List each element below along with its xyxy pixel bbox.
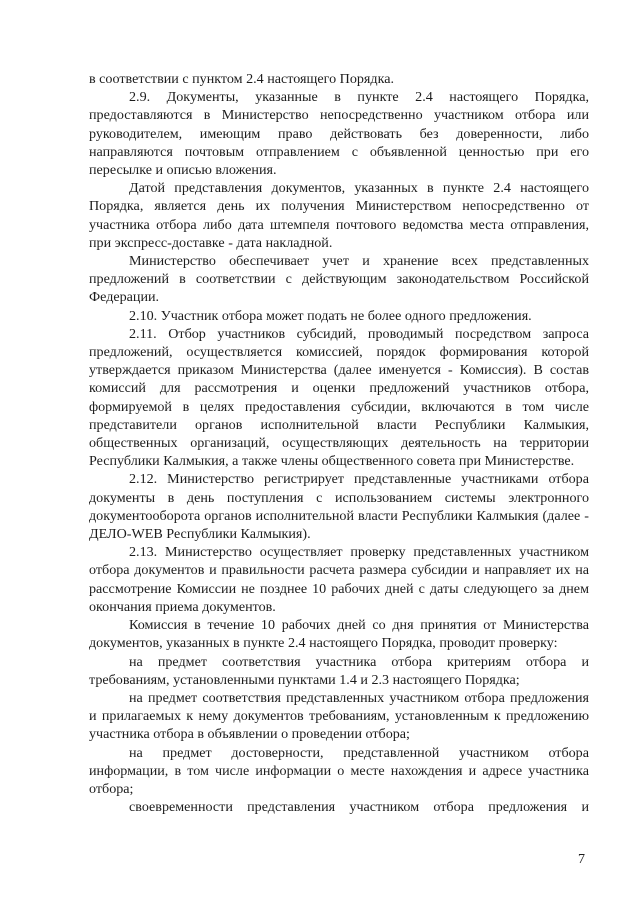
page-number: 7 [578,852,585,867]
paragraph-timeliness-check: своевременности представления участником отбора предложения и [129,799,589,816]
paragraph-reliability-check: на предмет достоверности, представленной участником отбора информации, в том числе информации о месте нахождения и адресе участника отбора; [89,744,589,797]
paragraph-documents-check: на предмет соответствия представленных участником отбора предложения и прилагаемых к нему документов требованиям, установленным к предложению участника отбора в объявлении о проведении отбора; [89,689,589,743]
paragraph-2-12: 2.12. Министерство регистрирует представленные участниками отбора документы в день поступления с использованием системы электронного документооборота органов исполнительной власти Республики Калмыкия (далее - ДЕЛО-WEB Республики Калмыкия). [89,471,589,543]
paragraph-2-11: 2.11. Отбор участников субсидий, проводимый посредством запроса предложений, осуществляется комиссией, порядок формирования которой утверждается приказом Министерства (далее именуется - Комиссия). В состав комиссий для рассмотрения и оценки предложений участников отбора, формируемой в целях предоставления субсидии, включаются в том числе представители органов исполнительной власти Республики Калмыкия, общественных организаций, осуществляющих деятельность на территории Республики Калмыкия, а также члены общественного совета при Министерстве. [89,325,589,470]
paragraph-continuation: в соответствии с пунктом 2.4 настоящего Порядка. [89,71,394,87]
paragraph-2-13: 2.13. Министерство осуществляет проверку представленных участником отбора документов и правильности расчета размера субсидии и направляет их на рассмотрение Комиссии не позднее 10 рабочих дней с даты следующего за днем окончания приема документов. [89,544,589,615]
paragraph-2-9: 2.9. Документы, указанные в пункте 2.4 настоящего Порядка, предоставляются в Министерство непосредственно участником отбора или руководителем, имеющим право действовать без доверенности, либо направляются почтовым отправлением с объявленной ценностью при его пересылке и описью вложения. [89,89,589,179]
paragraph-submission-date: Датой представления документов, указанных в пункте 2.4 настоящего Порядка, является день их получения Министерством непосредственно от участника отбора либо дата штемпеля почтового ведомства места отправления, при экспресс-доставке - дата накладной. [89,180,589,251]
paragraph-2-10: 2.10. Участник отбора может подать не более одного предложения. [129,307,532,324]
paragraph-criteria-check: на предмет соответствия участника отбора критериям отбора и требованиям, установленными пунктами 1.4 и 2.3 настоящего Порядка; [89,653,589,688]
document-body [89,70,589,816]
paragraph-storage: Министерство обеспечивает учет и хранение всех представленных предложений в соответствии с действующим законодательством Российской Федерации. [89,253,589,306]
paragraph-commission-check: Комиссия в течение 10 рабочих дней со дня принятия от Министерства документов, указанных в пункте 2.4 настоящего Порядка, проводит проверку: [89,617,589,652]
